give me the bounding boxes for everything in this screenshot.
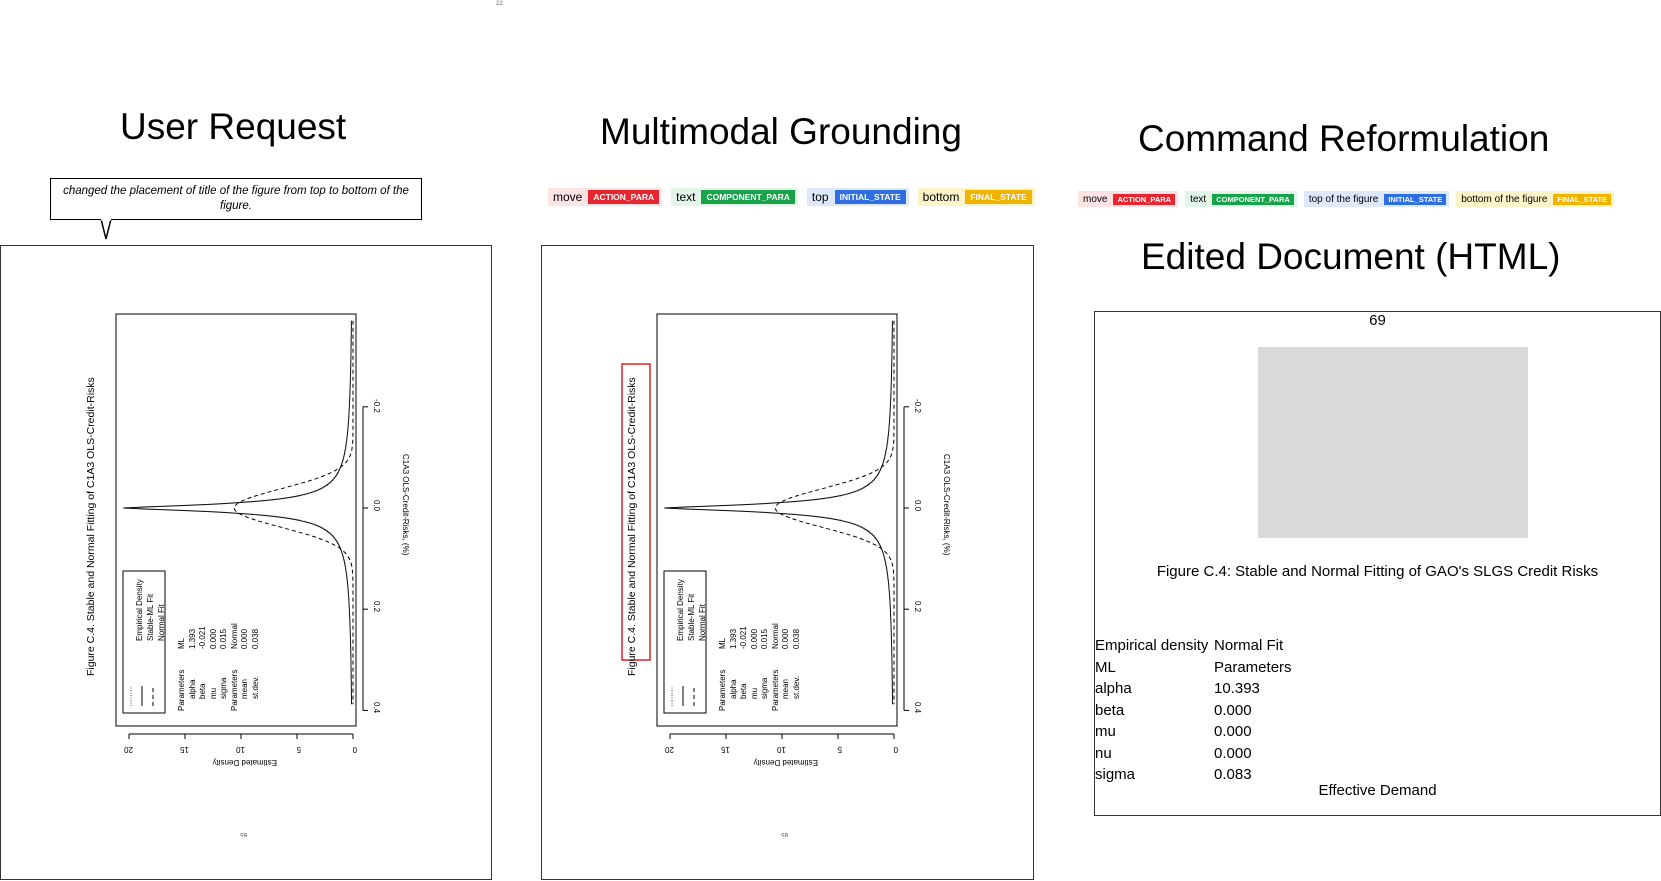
tag-text: bottom (922, 190, 960, 204)
heading-multimodal-grounding: Multimodal Grounding (600, 111, 962, 152)
param-value: ML (718, 637, 727, 649)
param-value: 1.393 (729, 628, 738, 649)
grounding-tags (548, 188, 1035, 206)
param-value: 0.015 (219, 628, 228, 649)
y-tick-label: 5 (837, 745, 842, 754)
x-tick-label: 0.4 (372, 702, 381, 714)
tag-label: ACTION_PARA (1113, 194, 1175, 205)
legend-entry: Normal Fit (157, 604, 166, 641)
param-value: 0.000 (240, 628, 249, 649)
legend-samples (1, 246, 491, 879)
legend-entry: Stable-ML Fit (687, 593, 696, 641)
x-axis-label: C1A3 OLS-Credit-Risks, (%) (942, 454, 951, 556)
param-label: Parameters (718, 669, 727, 711)
reformulation-tag-component (1185, 191, 1297, 207)
reformulation-tag-final (1456, 191, 1614, 207)
image-placeholder (1258, 347, 1528, 538)
reformulation-tags (1078, 191, 1614, 207)
param-label: Parameters (771, 669, 780, 711)
table-cell-label: Empirical density (1095, 637, 1209, 654)
edited-figure-caption: Figure C.4: Stable and Normal Fitting of GAO's SLGS Credit Risks (1156, 563, 1599, 580)
param-label: beta (739, 683, 748, 699)
param-value: 0.000 (781, 628, 790, 649)
user-request-callout (50, 178, 422, 220)
param-label: alpha (729, 679, 738, 699)
x-axis-label: C1A3 OLS-Credit-Risks, (%) (401, 454, 410, 556)
param-value: 0.015 (760, 628, 769, 649)
legend-entry: Empirical Density (135, 579, 144, 641)
table-cell-value: 0.000 (1214, 723, 1252, 740)
user-request-text: changed the placement of title of the figure from top to bottom of the figure. (63, 185, 409, 212)
tag-text: move (1083, 193, 1108, 205)
tag-text: text (676, 190, 696, 204)
reformulation-tag-action (1078, 191, 1178, 207)
tag-label: COMPONENT_PARA (701, 190, 794, 204)
table-cell-label: alpha (1095, 680, 1132, 697)
x-tick-label: 0.0 (372, 500, 381, 512)
figure-title: Figure C.4. Stable and Normal Fitting of C1A3 OLS-Credit-Risks (626, 377, 638, 676)
y-tick-label: 15 (180, 745, 189, 754)
table-cell-label: beta (1095, 701, 1125, 719)
x-tick-label: -0.2 (372, 399, 381, 413)
param-label: sigma (219, 677, 228, 699)
legend-entry: Empirical Density (676, 579, 685, 641)
callout-tail (96, 219, 116, 243)
grounding-tag-component (671, 188, 798, 206)
reformulation-tag-initial (1304, 191, 1449, 207)
heading-user-request: User Request (120, 106, 347, 147)
tag-text: text (1190, 193, 1207, 205)
grounding-tag-final (918, 188, 1035, 206)
table-cell-value: 0.000 (1214, 701, 1252, 719)
table-row (1095, 635, 1292, 657)
param-value: ML (177, 637, 186, 649)
tag-label: FINAL_STATE (965, 190, 1031, 204)
heading-command-reformulation: Command Reformulation (1138, 118, 1550, 159)
edited-page-number: 69 (1369, 312, 1386, 329)
grounding-page (541, 245, 1034, 880)
param-label: st.dev. (251, 676, 260, 699)
table-cell-value: 10.393 (1214, 680, 1260, 697)
table-cell-value: 0.000 (1214, 744, 1252, 762)
param-label: Parameters (177, 669, 186, 711)
table-cell-label: nu (1095, 744, 1112, 762)
grounding-tag-action (548, 188, 662, 206)
tag-text: top of the figure (1308, 193, 1379, 205)
param-value: 1.393 (188, 628, 197, 649)
tag-text: top (811, 190, 829, 204)
y-axis-label: Estimated Density (212, 758, 277, 767)
y-tick-label: 10 (777, 745, 786, 754)
param-value: -0.021 (739, 626, 748, 649)
y-tick-label: 0 (352, 745, 357, 754)
table-cell-label: sigma (1095, 766, 1136, 783)
param-label: mu (750, 687, 759, 699)
parameter-table (1095, 635, 1292, 786)
param-label: beta (198, 683, 207, 699)
x-tick-label: 0.0 (913, 500, 922, 512)
param-value: 0.038 (251, 628, 260, 649)
user-request-page (0, 245, 492, 880)
edited-footer: Effective Demand (1318, 782, 1437, 799)
x-tick-label: 0.2 (913, 601, 922, 613)
tag-label: FINAL_STATE (1553, 194, 1611, 205)
table-row (1095, 678, 1292, 700)
legend-samples (542, 246, 1032, 879)
y-tick-label: 15 (721, 745, 730, 754)
tag-label: ACTION_PARA (588, 190, 659, 204)
param-value: Normal (771, 623, 780, 649)
table-row (1095, 743, 1292, 765)
table-cell-label: mu (1095, 723, 1116, 740)
grounding-tag-initial (807, 188, 909, 206)
legend-entry: Stable-ML Fit (146, 593, 155, 641)
x-tick-label: -0.2 (913, 399, 922, 413)
table-cell-value: 0.083 (1214, 766, 1252, 783)
param-value: 0.000 (750, 628, 759, 649)
tag-text: move (553, 190, 583, 204)
legend-entry: Normal Fit (698, 604, 707, 641)
tag-label: COMPONENT_PARA (1212, 194, 1294, 205)
table-cell-value: Normal Fit (1214, 637, 1284, 654)
param-label: alpha (188, 679, 197, 699)
table-row (1095, 721, 1292, 743)
figure-title: Figure C.4. Stable and Normal Fitting of C1A3 OLS-Credit-Risks (85, 377, 97, 676)
table-cell-value: Parameters (1214, 658, 1292, 676)
x-tick-label: 0.4 (913, 702, 922, 714)
table-row (1095, 657, 1292, 679)
param-label: mean (240, 678, 249, 699)
param-label: mean (781, 678, 790, 699)
edited-document-page (1094, 311, 1661, 816)
x-tick-label: 0.2 (372, 601, 381, 613)
param-value: 0.038 (792, 628, 801, 649)
header-page-number: 22 (496, 1, 503, 7)
figure-page-number: 65 (781, 831, 788, 837)
y-axis-label: Estimated Density (753, 758, 818, 767)
param-label: Parameters (230, 669, 239, 711)
y-tick-label: 0 (893, 745, 898, 754)
y-tick-label: 5 (296, 745, 301, 754)
y-tick-label: 20 (124, 745, 133, 754)
tag-text: bottom of the figure (1461, 193, 1548, 205)
y-tick-label: 10 (236, 745, 245, 754)
param-label: sigma (760, 677, 769, 699)
param-value: 0.000 (209, 628, 218, 649)
tag-label: INITIAL_STATE (1384, 194, 1446, 205)
param-label: st.dev. (792, 676, 801, 699)
param-value: -0.021 (198, 626, 207, 649)
y-tick-label: 20 (665, 745, 674, 754)
tag-label: INITIAL_STATE (835, 190, 906, 204)
figure-page-number: 65 (240, 831, 247, 837)
table-cell-label: ML (1095, 658, 1116, 676)
heading-edited-document: Edited Document (HTML) (1141, 236, 1561, 277)
param-label: mu (209, 687, 218, 699)
param-value: Normal (230, 623, 239, 649)
table-row (1095, 700, 1292, 722)
